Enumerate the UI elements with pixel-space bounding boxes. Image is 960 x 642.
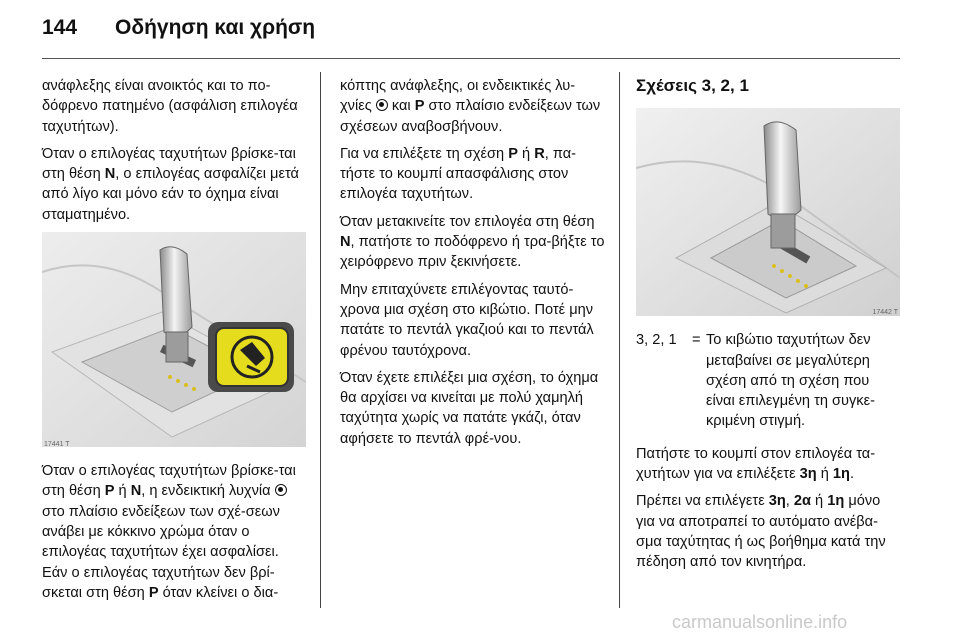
text: ή bbox=[816, 466, 833, 483]
gear-position: 1η bbox=[827, 493, 845, 510]
brake-warning-icon bbox=[275, 484, 287, 496]
gear-position: R bbox=[534, 145, 545, 162]
paragraph bbox=[340, 212, 606, 273]
text: ή bbox=[517, 145, 535, 162]
text: και bbox=[387, 98, 415, 115]
brake-warning-icon bbox=[376, 99, 388, 111]
gear-selector-figure bbox=[636, 108, 900, 316]
paragraph bbox=[636, 444, 900, 485]
page-title: Οδήγηση και χρήση bbox=[115, 16, 316, 39]
gear-position: P bbox=[104, 483, 115, 500]
text: , ο επιλογέας ασφαλίζει μετά από λίγο και μόνο εάν το όχημα είναι σταματημένο. bbox=[42, 166, 299, 223]
text: Για να επιλέξετε τη σχέση bbox=[340, 145, 509, 162]
text: Πατήστε το κουμπί στον επιλογέα τα-χυτήτων για να επιλέξετε bbox=[636, 445, 876, 483]
definition-item bbox=[636, 330, 900, 431]
figure-id: 17441 T bbox=[44, 441, 70, 449]
paragraph: Μην επιταχύνετε επιλέγοντας ταυτό-χρονα μια σχέση στο κιβώτιο. Ποτέ μην πατάτε το πεντάλ γκαζιού και το πεντάλ φρένου ταυτόχρονα. bbox=[340, 281, 594, 359]
text: στο πλαίσιο ενδείξεων των σχέσεων αναβοσβήνουν. bbox=[340, 98, 601, 135]
watermark: carmanualsonline.info bbox=[672, 612, 848, 632]
section-heading: Σχέσεις 3, 2, 1 bbox=[636, 76, 749, 95]
gear-position: 3η bbox=[768, 493, 786, 510]
definition-equals: = bbox=[692, 332, 701, 349]
column-2 bbox=[340, 76, 606, 456]
text: Πρέπει να επιλέγετε bbox=[636, 493, 769, 510]
text: , πα-τήστε το κουμπί απασφάλισης στον επιλογέα ταχυτήτων. bbox=[340, 145, 577, 203]
gear-position: 3η bbox=[799, 466, 817, 483]
column-1 bbox=[42, 76, 306, 610]
column-divider bbox=[320, 72, 321, 608]
text: στο πλαίσιο ενδείξεων των σχέ-σεων ανάβει με κόκκινο χρώμα όταν ο επιλογέας ταχυτήτων έχει ασφαλίσει. Εάν ο επιλογέας ταχυτήτων δεν βρί-σκεται στη θέση bbox=[42, 503, 280, 601]
text: , πατήστε το ποδόφρενο ή τρα-βήξτε το χειρόφρενο πριν ξεκινήσετε. bbox=[340, 234, 605, 271]
gear-position: N bbox=[340, 234, 351, 251]
figure-id: 17442 T bbox=[872, 309, 898, 317]
text: Όταν ο επιλογέας ταχυτήτων βρίσκε-ται στη θέση bbox=[42, 145, 296, 183]
gear-position: P bbox=[414, 98, 425, 115]
text: . bbox=[849, 466, 854, 483]
definition-description: Το κιβώτιο ταχυτήτων δεν μεταβαίνει σε μεγαλύτερη σχέση από τη σχέση που είναι επιλεγμένη τη συγκε-κριμένη στιγμή. bbox=[706, 332, 875, 430]
text: ή bbox=[114, 483, 131, 500]
gear-lever-lock-figure bbox=[42, 232, 306, 447]
definition-term: 3, 2, 1 bbox=[636, 332, 677, 349]
text: , bbox=[785, 493, 794, 510]
text: , η ενδεικτική λυχνία bbox=[141, 483, 275, 500]
text: ή bbox=[811, 493, 828, 510]
page-number: 144 bbox=[42, 16, 78, 39]
paragraph: ανάφλεξης είναι ανοικτός και το πο-δόφρενο πατημένο (ασφάλιση επιλογέα ταχυτήτων). bbox=[42, 78, 298, 135]
gear-position: N bbox=[130, 483, 142, 500]
text: Όταν μετακινείτε τον επιλογέα στη θέση bbox=[340, 213, 595, 230]
paragraph bbox=[42, 461, 306, 603]
text: κόπτης ανάφλεξης, οι ενδεικτικές λυ-χνίες bbox=[340, 78, 576, 115]
header-rule bbox=[42, 58, 900, 59]
text: Όταν ο επιλογέας ταχυτήτων βρίσκε-ται στη θέση bbox=[42, 463, 296, 500]
gear-position: N bbox=[104, 166, 116, 183]
text: όταν κλείνει ο δια- bbox=[158, 584, 279, 601]
text: μόνο για να αποτραπεί το αυτόματο ανέβα-σμα ταχύτητας ή ως βοήθημα κατά την πέδηση από τον κινητήρα. bbox=[636, 493, 886, 571]
paragraph: Όταν έχετε επιλέξει μια σχέση, το όχημα θα αρχίσει να κινείται με πολύ χαμηλή ταχύτητα χωρίς να πατάτε γκάζι, όταν αφήσετε το πεντάλ φρέ-νου. bbox=[340, 369, 599, 447]
column-divider bbox=[619, 72, 620, 608]
paragraph bbox=[42, 144, 306, 225]
paragraph bbox=[340, 144, 606, 205]
gear-position: P bbox=[508, 145, 518, 162]
paragraph bbox=[636, 491, 900, 572]
gear-position: 2α bbox=[793, 493, 811, 510]
column-3 bbox=[636, 76, 900, 580]
gear-position: 1η bbox=[832, 466, 850, 483]
gear-selector-illustration bbox=[636, 108, 900, 316]
paragraph bbox=[340, 76, 606, 137]
gear-position: P bbox=[148, 584, 159, 601]
gear-lever-illustration bbox=[42, 232, 306, 447]
